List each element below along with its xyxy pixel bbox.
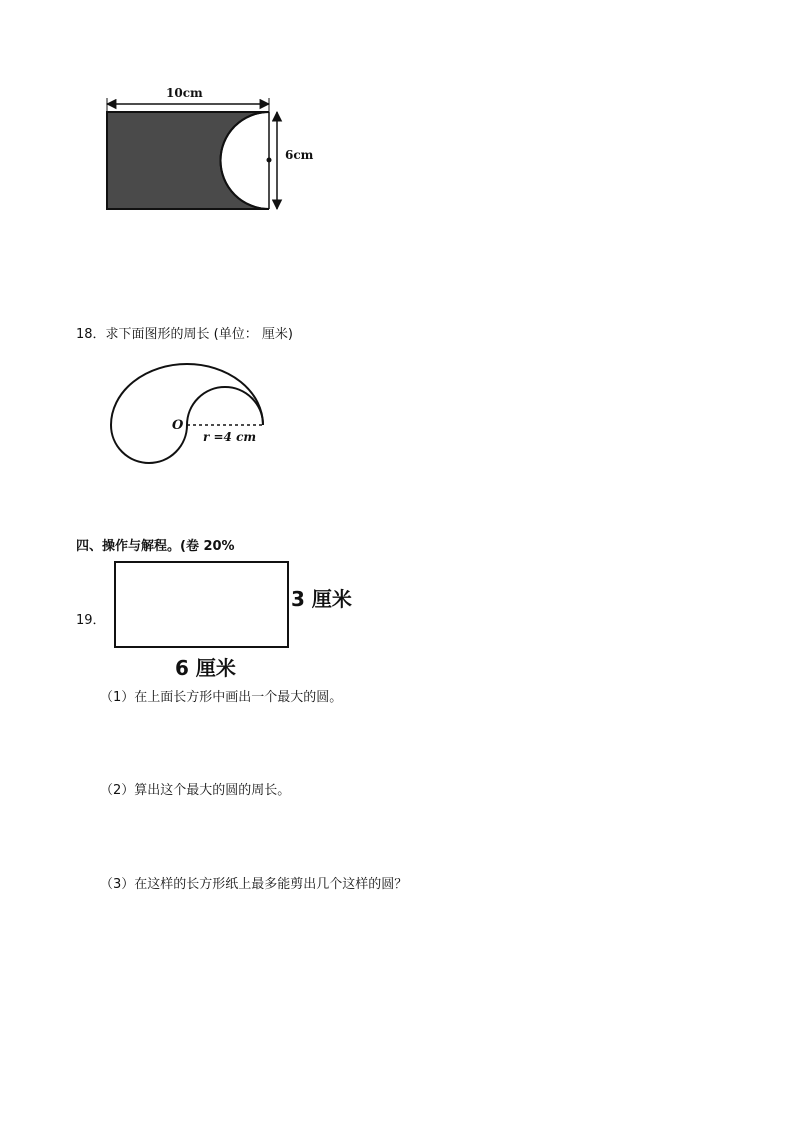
center-dot <box>267 158 272 163</box>
question-18-text: 18．求下面图形的周长 (单位： 厘米) <box>76 327 293 342</box>
figure1-width-label: 10cm <box>166 86 203 100</box>
q19-rectangle <box>114 561 289 648</box>
section-4-heading: 四、操作与解程。(卷 20% <box>76 539 235 554</box>
q19-width-label: 6 厘米 <box>175 656 236 680</box>
radius-label: r =4 cm <box>203 430 257 444</box>
q19-part-3: （3）在这样的长方形纸上最多能剪出几个这样的圆？ <box>100 877 408 892</box>
q19-part-2: （2）算出这个最大的圆的周长。 <box>100 783 291 798</box>
q19-height-label: 3 厘米 <box>291 587 352 611</box>
center-label-O: O <box>172 418 184 433</box>
figure-spiral-arcs <box>100 350 300 480</box>
large-arc-upper <box>111 364 263 425</box>
figure1-height-label: 6cm <box>285 148 314 162</box>
q19-part-1: （1）在上面长方形中画出一个最大的圆。 <box>100 690 343 705</box>
question-19-number: 19． <box>76 613 106 628</box>
shaded-region <box>107 112 269 209</box>
